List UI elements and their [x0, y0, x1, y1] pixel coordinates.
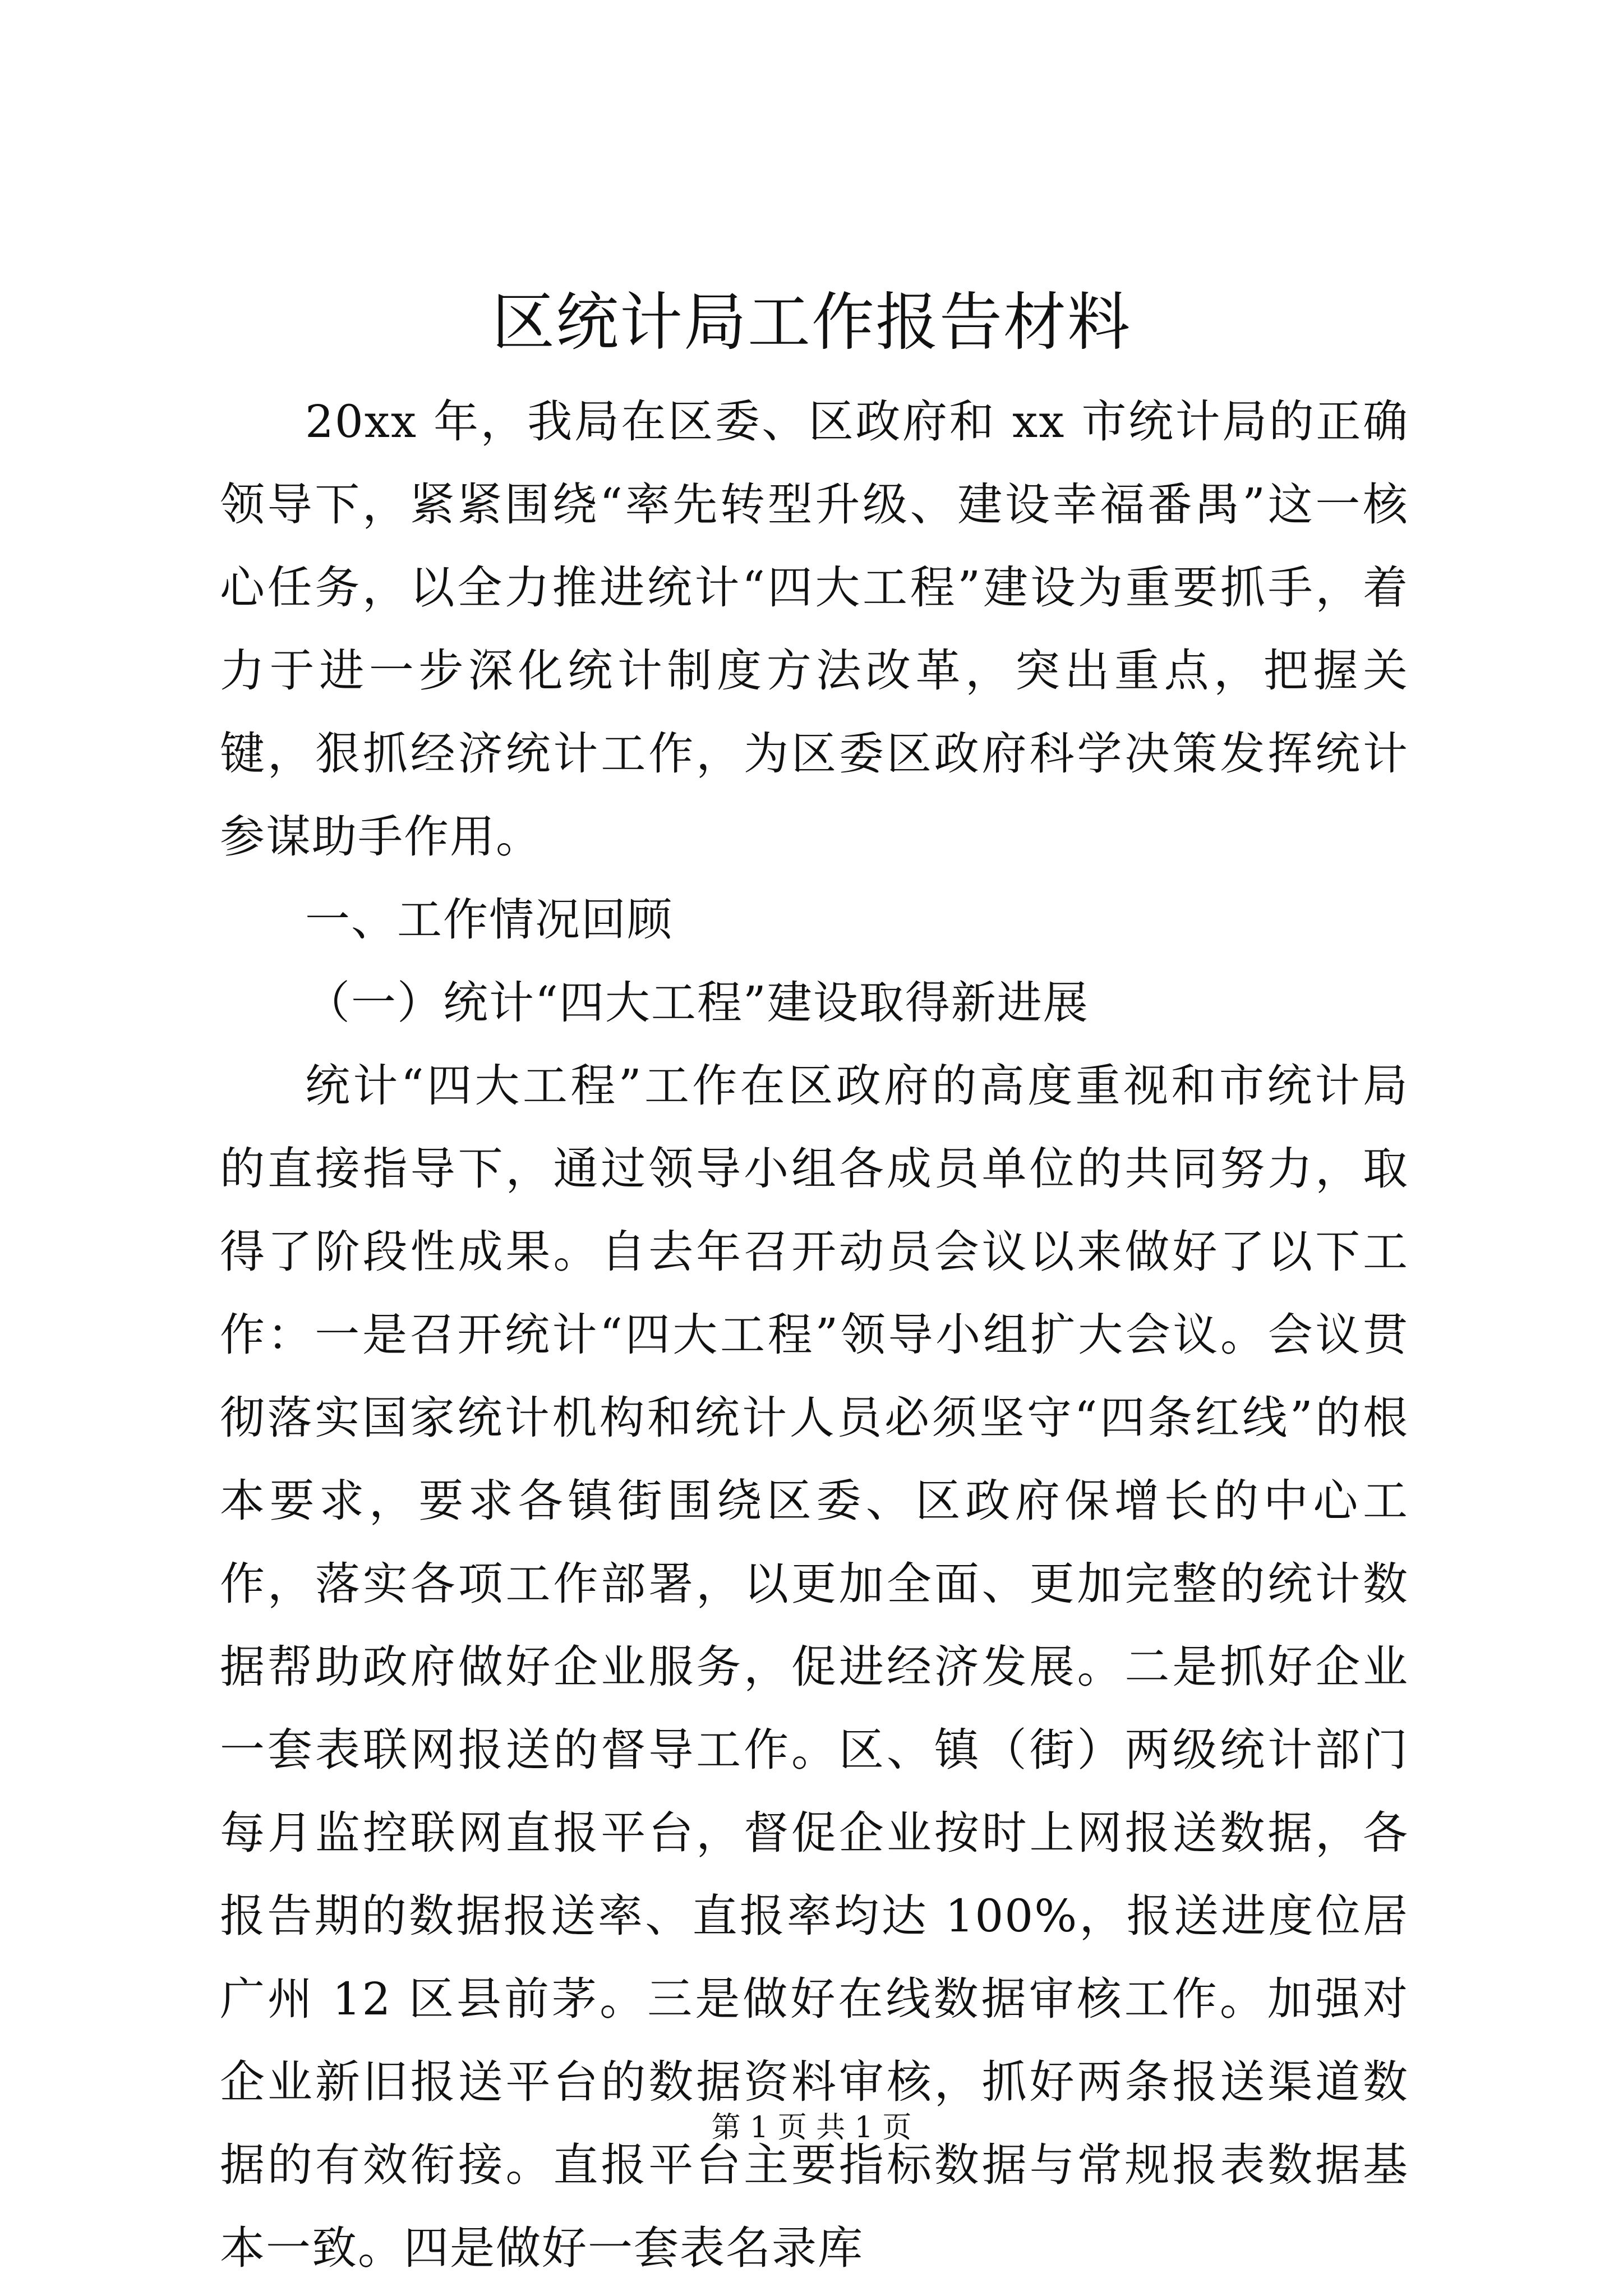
body-paragraph: 统计“四大工程”工作在区政府的高度重视和市统计局的直接指导下，通过领导小组各成员单位的共同努力，取得了阶段性成果。自去年召开动员会议以来做好了以下工作：一是召开统计“四大工程”领导小组扩大会议。会议贯彻落实国家统计机构和统计人员必须坚守“四条红线”的根本要求，要求各镇街围绕区委、区政府保增长的中心工作，落实各项工作部署，以更加全面、更加完整的统计数据帮助政府做好企业服务，促进经济发展。二是抓好企业一套表联网报送的督导工作。区、镇（街）两级统计部门每月监控联网直报平台，督促企业按时上网报送数据，各报告期的数据报送率、直报率均达 100%，报送进度位居广州 12 区县前茅。三是做好在线数据审核工作。加强对企业新旧报送平台的数据资料审核，抓好两条报送渠道数据的有效衔接。直报平台主要指标数据与常规报表数据基本一致。四是做好一套表名录库 — [220, 1060, 1409, 2274]
intro-paragraph: 20xx 年，我局在区委、区政府和 xx 市统计局的正确领导下，紧紧围绕“率先转型升级、建设幸福番禺”这一核心任务，以全力推进统计“四大工程”建设为重要抓手，着力于进一步深化统计制度方法改革，突出重点，把握关键，狠抓经济统计工作，为区委区政府科学决策发挥统计参谋助手作用。 — [220, 395, 1409, 863]
document-body — [220, 380, 1409, 2290]
section-heading: 一、工作情况回顾 — [305, 894, 673, 946]
subsection-heading: （一）统计“四大工程”建设取得新进展 — [305, 977, 1089, 1029]
document-title: 区统计局工作报告材料 — [492, 286, 1131, 359]
page-footer: 第 1 页 共 1 页 — [711, 2111, 912, 2145]
